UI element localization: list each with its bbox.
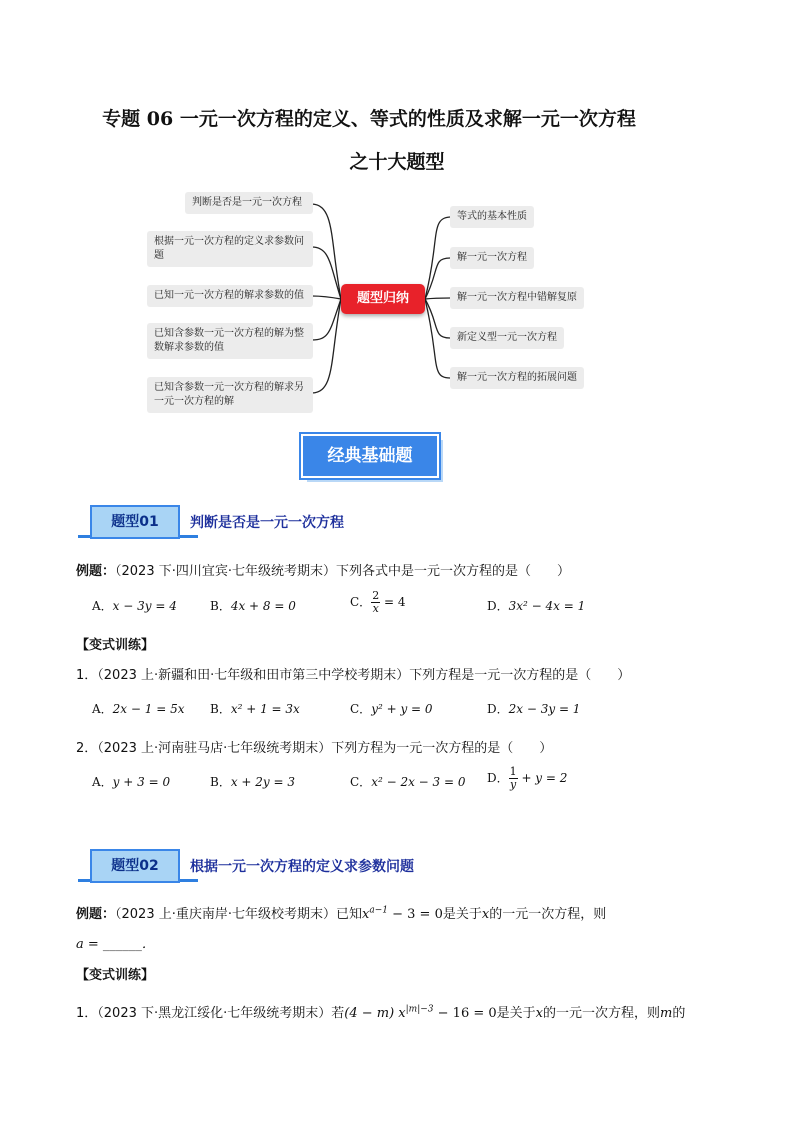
section-banner	[301, 434, 441, 478]
example-01-option-c: C． $\frac{2}{x}$ = 4	[350, 589, 406, 615]
connector-right-5	[425, 299, 450, 378]
example-01-option-d: D．3x² − 4x = 1	[487, 599, 586, 613]
example-02: 例题：（2023 上·重庆南岸·七年级校考期末）已知$x^{a-1} - 3 = 0$是关于x的一元一次方程，则	[76, 905, 607, 922]
section-01-label: 题型01	[90, 505, 180, 539]
example-01-prefix: 例题：	[76, 564, 116, 579]
mindmap-right-3: 解一元一次方程中错解复原	[450, 287, 584, 309]
example-01	[76, 560, 570, 579]
connector-right-2	[425, 258, 450, 299]
mindmap-left-3: 已知一元一次方程的解求参数的值	[147, 285, 313, 307]
section-02-label: 题型02	[90, 849, 180, 883]
q2-option-b: B．x + 2y = 3	[210, 775, 296, 789]
q1-option-a: A．2x − 1 = 5x	[92, 702, 185, 716]
mindmap-left-2: 根据一元一次方程的定义求参数问题	[147, 231, 313, 267]
practice-label-02: 【变式训练】	[76, 968, 155, 983]
example-01-text: （2023 下·四川宜宾·七年级统考期末）下列各式中是一元一次方程的是（ ）	[115, 564, 570, 579]
q1-option-d: D．2x − 3y = 1	[487, 702, 581, 716]
practice-label-01: 【变式训练】	[76, 638, 155, 653]
mindmap-left-1: 判断是否是一元一次方程	[185, 192, 313, 214]
question-02-1: 1．（2023 下·黑龙江绥化·七年级统考期末）若(4 − m) $x^{|m|-3} - 16 = 0$是关于x的一元一次方程，则m的	[76, 1004, 686, 1021]
q2-option-d: D． $\frac{1}{y}$ + y = 2	[487, 765, 568, 791]
mindmap-center: 题型归纳	[341, 284, 425, 314]
mindmap-left-4: 已知含参数一元一次方程的解为整数解求参数的值	[147, 323, 313, 359]
section-02-title: 根据一元一次方程的定义求参数问题	[190, 859, 414, 875]
page-title-line1: 专题 06 一元一次方程的定义、等式的性质及求解一元一次方程	[102, 108, 636, 130]
example-01-option-b: B．4x + 8 = 0	[210, 599, 296, 613]
connector-left-4	[312, 299, 341, 340]
section-01-title: 判断是否是一元一次方程	[190, 515, 344, 531]
mindmap-right-5: 解一元一次方程的拓展问题	[450, 367, 584, 389]
mindmap-right-4: 新定义型一元一次方程	[450, 327, 564, 349]
example-02-answer-line: a = ______．	[76, 937, 155, 952]
example-01-option-a: A．x − 3y = 4	[92, 599, 177, 613]
connector-right-3	[425, 298, 450, 299]
connector-left-3	[312, 296, 341, 299]
question-01-1: 1．（2023 上·新疆和田·七年级和田市第三中学校考期末）下列方程是一元一次方程的是（ ）	[76, 668, 631, 683]
page-title-line2: 之十大题型	[349, 151, 445, 173]
question-01-2: 2．（2023 上·河南驻马店·七年级统考期末）下列方程为一元一次方程的是（ ）	[76, 741, 553, 756]
q2-option-c: C．x² − 2x − 3 = 0	[350, 775, 466, 789]
mindmap-right-2: 解一元一次方程	[450, 247, 534, 269]
mindmap-left-5: 已知含参数一元一次方程的解求另一元一次方程的解	[147, 377, 313, 413]
q1-option-c: C．y² + y = 0	[350, 702, 433, 716]
mindmap-connectors	[0, 0, 794, 430]
q1-option-b: B．x² + 1 = 3x	[210, 702, 300, 716]
q2-option-a: A．y + 3 = 0	[92, 775, 171, 789]
banner-label: 经典基础题	[301, 434, 439, 478]
mindmap-right-1: 等式的基本性质	[450, 206, 534, 228]
